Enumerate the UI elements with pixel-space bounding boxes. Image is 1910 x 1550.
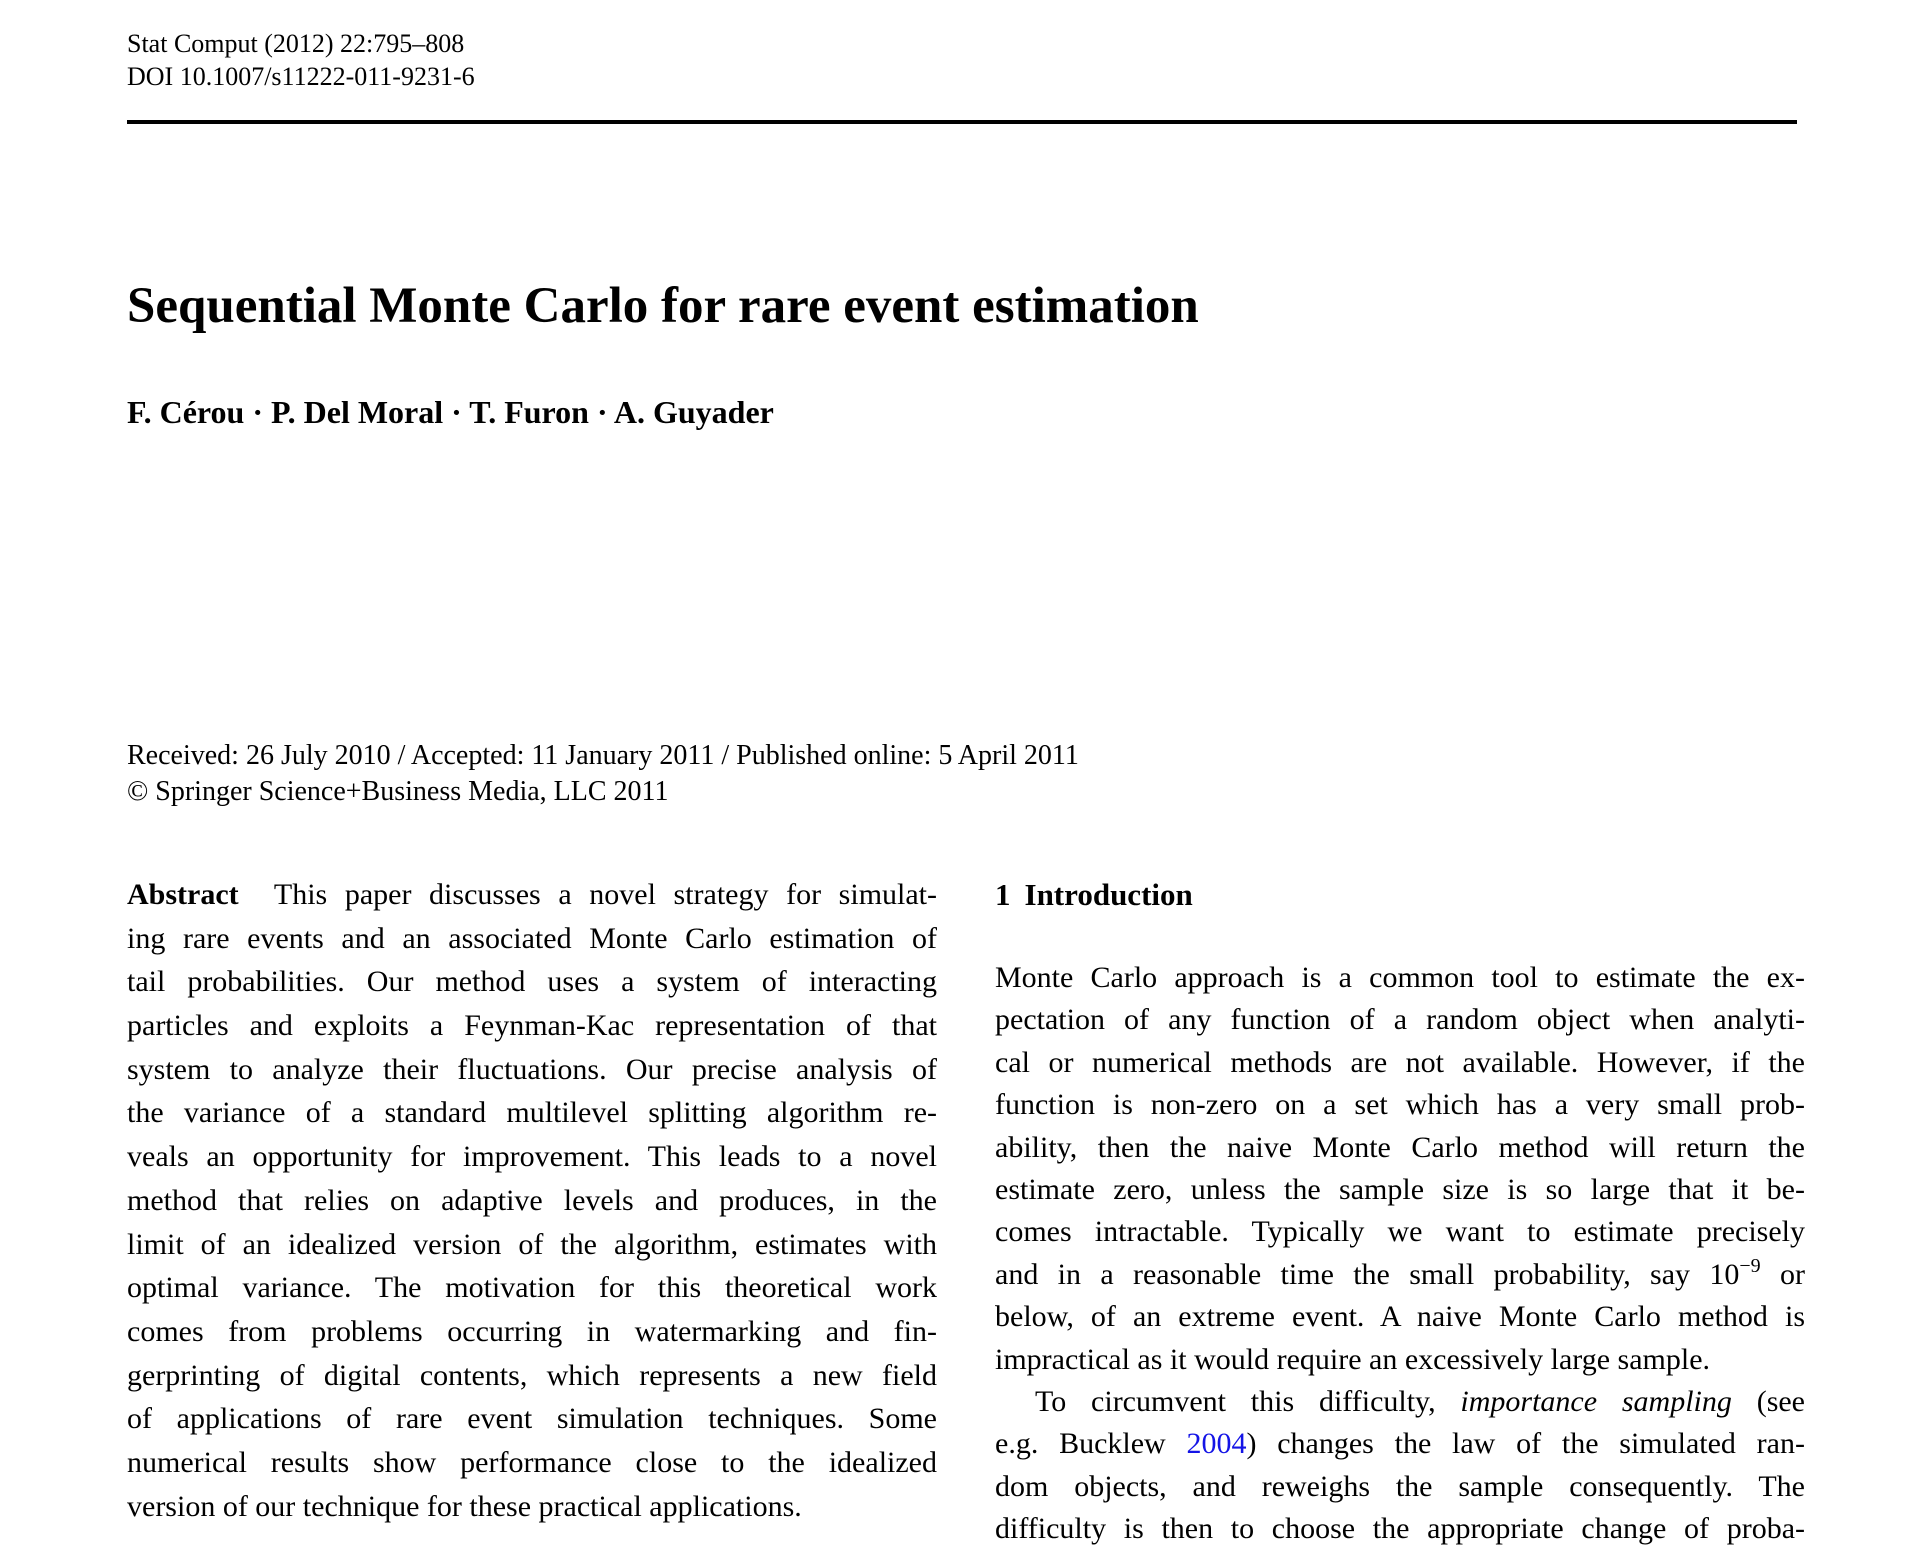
abstract-line: numerical results show performance close to the idealized [127,1445,937,1479]
introduction-section [995,873,1805,1546]
abstract-line: gerprinting of digital contents, which represents a new field [127,1358,937,1392]
section-heading [995,873,1805,917]
header-rule [127,120,1797,124]
body-line: difficulty is then to choose the appropriate change of proba- [995,1512,1805,1546]
abstract-line: comes from problems occurring in watermarking and fin- [127,1314,937,1348]
copyright-notice: © Springer Science+Business Media, LLC 2011 [127,776,669,807]
body-line: ability, then the naive Monte Carlo method will return the [995,1130,1805,1164]
body-line: below, of an extreme event. A naive Monte Carlo method is [995,1300,1805,1334]
abstract-line: optimal variance. The motivation for this theoretical work [127,1271,937,1305]
abstract-line: version of our technique for these practical applications. [127,1489,802,1523]
body-line: impractical as it would require an excessively large sample. [995,1342,1711,1376]
paper-title: Sequential Monte Carlo for rare event estimation [127,278,1199,334]
section-title: Introduction [1024,877,1193,912]
body-line: comes intractable. Typically we want to estimate precisely [995,1215,1805,1249]
citation-link-bucklew-2004[interactable]: 2004 [1186,1427,1247,1461]
abstract-line: system to analyze their fluctuations. Our precise analysis of [127,1052,937,1086]
abstract-line: veals an opportunity for improvement. This leads to a novel [127,1140,937,1174]
body-line: Monte Carlo approach is a common tool to estimate the ex- [995,961,1805,994]
doi-line: DOI 10.1007/s11222-011-9231-6 [127,62,475,91]
publication-dates: Received: 26 July 2010 / Accepted: 11 January 2011 / Published online: 5 April 2011 [127,740,1079,771]
section-number: 1 [995,877,1011,912]
abstract-line: tail probabilities. Our method uses a system of interacting [127,965,937,999]
abstract-line: method that relies on adaptive levels and produces, in the [127,1183,937,1217]
abstract-line: particles and exploits a Feynman-Kac representation of that [127,1009,937,1043]
abstract [127,873,937,1528]
abstract-label: Abstract [127,878,239,911]
abstract-line: ing rare events and an associated Monte Carlo estimation of [127,921,937,955]
body-line: function is non-zero on a set which has a very small prob- [995,1088,1805,1122]
author-list: F. Cérou · P. Del Moral · T. Furon · A. Guyader [127,394,774,430]
body-line: pectation of any function of a random object when analyti- [995,1003,1805,1037]
body-line: and in a reasonable time the small probability, say $10^{-9}$ or [995,1254,1805,1291]
abstract-line: limit of an idealized version of the algorithm, estimates with [127,1227,937,1261]
emphasis: importance sampling [1460,1384,1732,1418]
abstract-line: the variance of a standard multilevel splitting algorithm re- [127,1096,937,1130]
journal-citation: Stat Comput (2012) 22:795–808 [127,29,465,58]
body-line: dom objects, and reweighs the sample consequently. The [995,1469,1805,1503]
abstract-line: Abstract This paper discusses a novel strategy for simulat- [127,878,938,911]
body-line: cal or numerical methods are not available. However, if the [995,1045,1805,1079]
introduction-body [995,957,1805,1550]
abstract-line: of applications of rare event simulation techniques. Some [127,1402,937,1436]
body-line: estimate zero, unless the sample size is so large that it be- [995,1172,1805,1206]
body-line: To circumvent this difficulty, importance sampling (see [1035,1384,1805,1418]
body-line: e.g. Bucklew 2004) changes the law of the simulated ran- [995,1427,1805,1461]
exponent: −9 [1739,1254,1761,1277]
